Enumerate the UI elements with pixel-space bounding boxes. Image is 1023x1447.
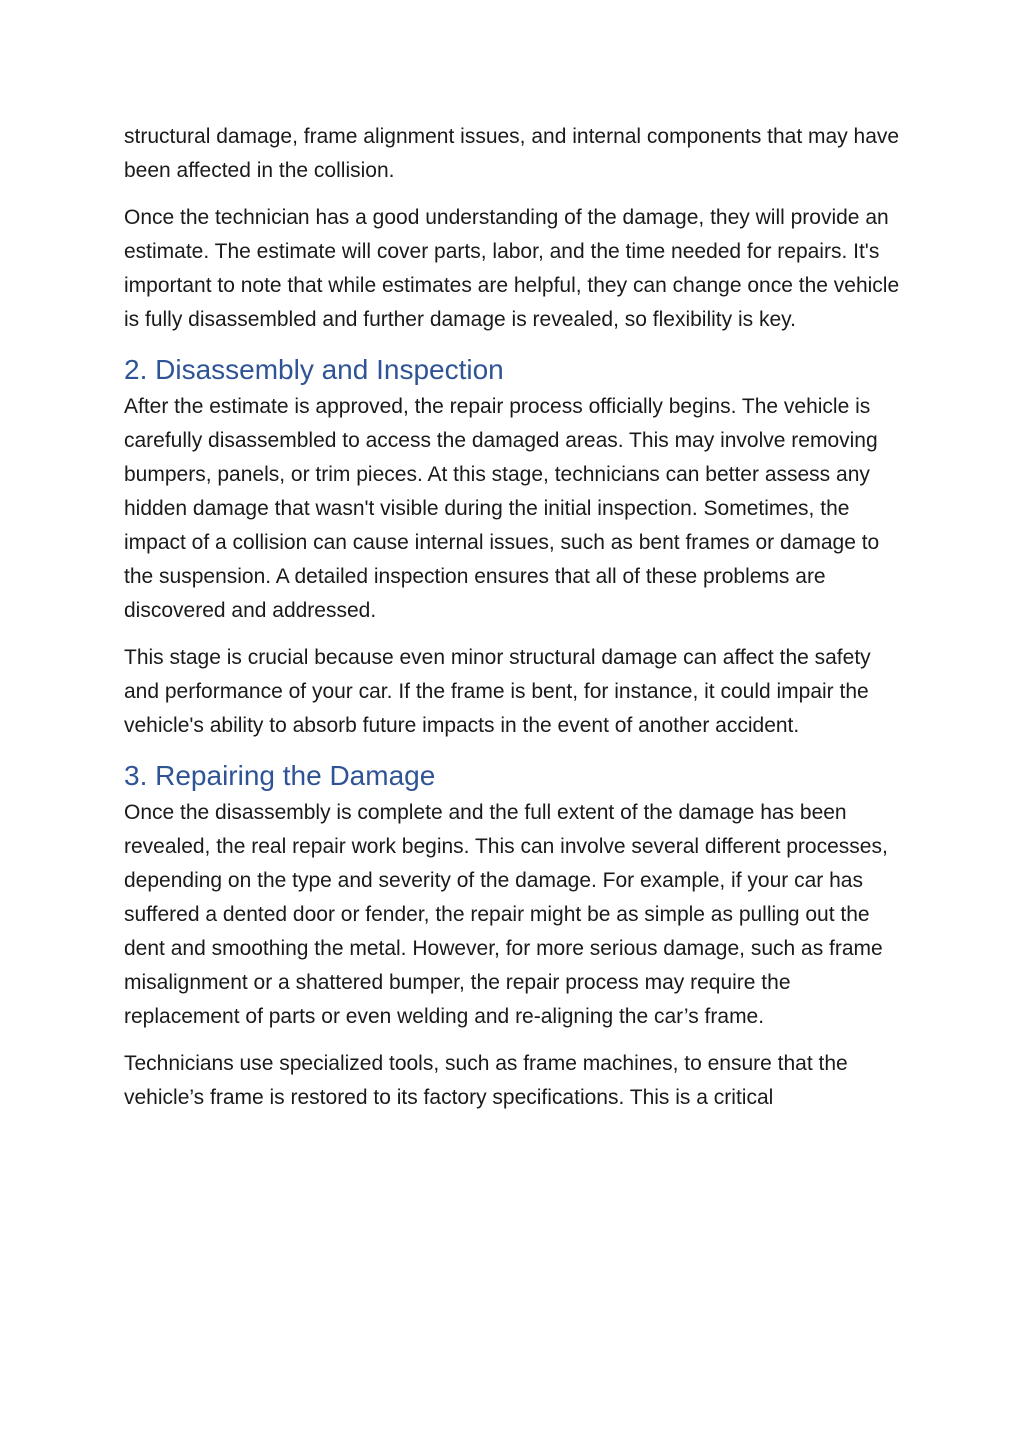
document-page <box>124 120 904 1128</box>
section2-paragraph-2: This stage is crucial because even minor structural damage can affect the safety and performance of your car. If the frame is bent, for instance, it could impair the vehicle's ability to absorb future impacts in the event of another accident. <box>124 646 871 737</box>
intro-paragraph-1: structural damage, frame alignment issues, and internal components that may have been affected in the collision. <box>124 125 900 182</box>
section3-paragraph-2: Technicians use specialized tools, such as frame machines, to ensure that the vehicle’s frame is restored to its factory specifications. This is a critical <box>124 1052 848 1109</box>
section-heading-repairing: 3. Repairing the Damage <box>124 760 436 791</box>
section2-paragraph-1: After the estimate is approved, the repair process officially begins. The vehicle is carefully disassembled to access the damaged areas. This may involve removing bumpers, panels, or trim pieces. At this stage, technicians can better assess any hidden damage that wasn't visible during the initial inspection. Sometimes, the impact of a collision can cause internal issues, such as bent frames or damage to the suspension. A detailed inspection ensures that all of these problems are discovered and addressed. <box>124 395 880 622</box>
intro-paragraph-2: Once the technician has a good understanding of the damage, they will provide an estimate. The estimate will cover parts, labor, and the time needed for repairs. It's important to note that while estimates are helpful, they can change once the vehicle is fully disassembled and further damage is revealed, so flexibility is key. <box>124 206 900 331</box>
section-heading-disassembly: 2. Disassembly and Inspection <box>124 354 504 385</box>
section3-paragraph-1: Once the disassembly is complete and the full extent of the damage has been revealed, the real repair work begins. This can involve several different processes, depending on the type and severity of the damage. For example, if your car has suffered a dented door or fender, the repair might be as simple as pulling out the dent and smoothing the metal. However, for more serious damage, such as frame misalignment or a shattered bumper, the repair process may require the replacement of parts or even welding and re-aligning the car’s frame. <box>124 801 888 1028</box>
